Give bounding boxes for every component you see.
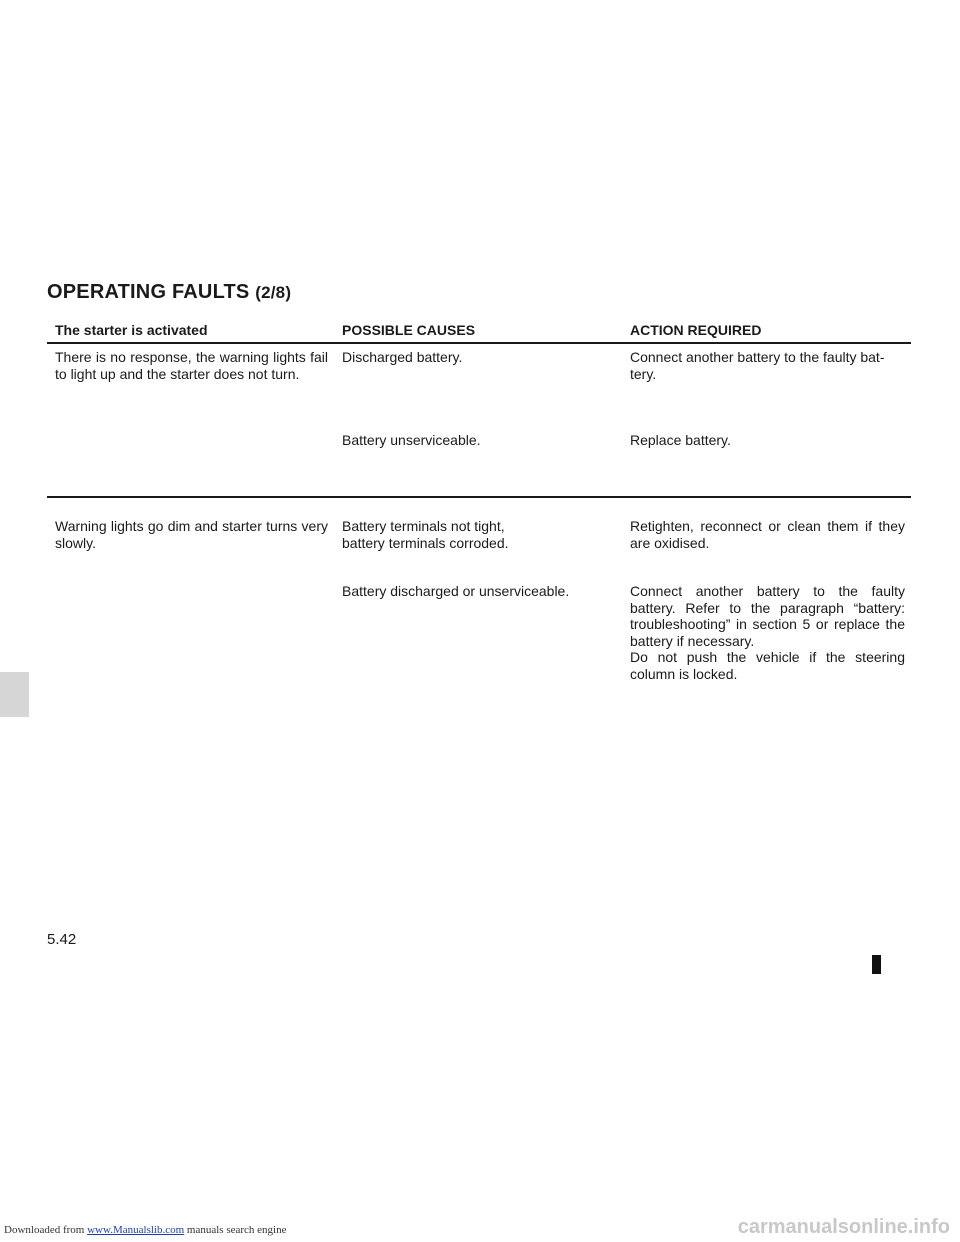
page-title-part: (2/8) <box>255 283 292 302</box>
action-text: Connect another battery to the faulty battery. Refer to the paragraph “battery: troubleshooting” in section 5 or replace the battery if necessary. Do not push the vehicle if the steering column is locked. <box>630 583 905 682</box>
header-possible-causes: POSSIBLE CAUSES <box>342 322 476 338</box>
situation-text: Warning lights go dim and starter turns very slowly. <box>55 518 328 551</box>
manualslib-link[interactable]: www.Manualslib.com <box>87 1224 185 1236</box>
action-text: Replace battery. <box>630 432 731 448</box>
footer-suffix: manuals search engine <box>186 1224 287 1236</box>
header-action-required: ACTION REQUIRED <box>630 322 762 338</box>
download-footer <box>4 1224 286 1236</box>
operating-faults-table <box>47 318 911 738</box>
cause-text: Discharged battery. <box>342 349 463 365</box>
watermark-text: carmanualsonline.info <box>737 1216 950 1238</box>
cause-text: Battery terminals not tight, battery terminals corroded. <box>342 518 509 551</box>
table-row <box>47 344 911 498</box>
page-corner-mark <box>872 955 881 974</box>
page-number: 5.42 <box>47 931 77 948</box>
footer-prefix: Downloaded from <box>4 1224 85 1236</box>
section-side-tab <box>0 672 29 717</box>
action-text: Retighten, reconnect or clean them if they are oxidised. <box>630 518 905 551</box>
page-title-main: OPERATING FAULTS <box>47 281 250 303</box>
cause-text: Battery discharged or unserviceable. <box>342 583 570 599</box>
header-situation: The starter is activated <box>55 322 208 338</box>
page-title <box>47 281 291 304</box>
table-row <box>47 498 911 738</box>
table-header <box>47 318 911 344</box>
situation-text: There is no response, the warning lights fail to light up and the starter does not turn. <box>55 349 328 382</box>
action-text: Connect another battery to the faulty bat-tery. <box>630 349 885 382</box>
cause-text: Battery unserviceable. <box>342 432 481 448</box>
